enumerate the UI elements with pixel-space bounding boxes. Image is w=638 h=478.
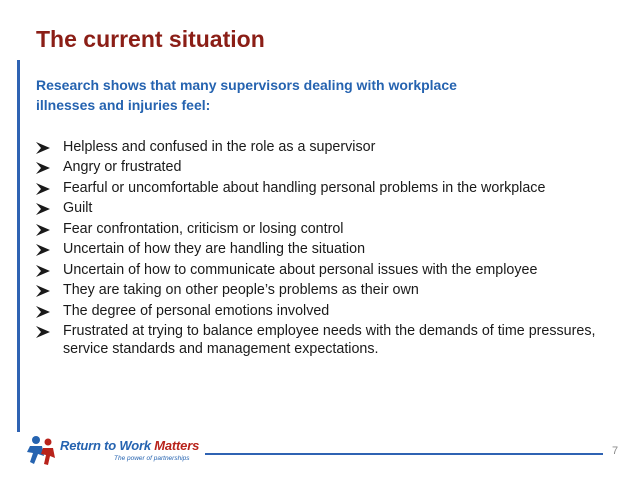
bullet-text: Fearful or uncomfortable about handling personal problems in the workplace [63,179,546,196]
intro-line: Research shows that many supervisors dealing with workplace [36,77,457,93]
bullet-text: Frustrated at trying to balance employee needs with the demands of time pressures, service standards and management expectations. [63,323,596,357]
bullet-text: Uncertain of how to communicate about personal issues with the employee [63,261,538,278]
bullet-item [36,262,611,279]
page-number: 7 [612,445,619,457]
arrow-bullet-icon [36,285,50,297]
bullet-text: Helpless and confused in the role as a supervisor [63,139,376,155]
figures-logo-icon [24,432,60,468]
bullet-item [36,221,611,238]
bullet-item [36,139,611,156]
bullet-list [36,139,611,361]
bullet-item [36,241,611,258]
arrow-bullet-icon [36,162,50,174]
arrow-bullet-icon [36,224,50,236]
bullet-item [36,303,611,320]
arrow-bullet-icon [36,265,50,277]
bullet-item [36,180,611,197]
bullet-item [36,200,611,217]
footer-divider [205,453,603,455]
arrow-bullet-icon [36,142,50,154]
bullet-item [36,282,611,299]
logo-name [60,438,199,453]
bullet-text: The degree of personal emotions involved [63,302,330,319]
arrow-bullet-icon [36,306,50,318]
bullet-text: Uncertain of how they are handling the situation [63,241,366,258]
bullet-item [36,159,611,176]
logo-tagline: The power of partnerships [114,455,190,462]
arrow-bullet-icon [36,183,50,195]
intro-line: illnesses and injuries feel: [36,97,211,113]
arrow-bullet-icon [36,203,50,215]
company-logo [24,432,214,468]
bullet-text: Fear confrontation, criticism or losing control [63,220,344,237]
logo-name-part2: Matters [154,438,200,453]
slide-title: The current situation [36,26,265,52]
bullet-item [36,323,611,358]
intro-text [36,75,556,115]
bullet-text: Angry or frustrated [63,159,182,176]
accent-bar [17,60,20,432]
bullet-text: They are taking on other people’s problems as their own [63,282,419,299]
bullet-text: Guilt [63,200,93,217]
arrow-bullet-icon [36,326,50,338]
arrow-bullet-icon [36,244,50,256]
logo-name-part1: Return to Work [60,438,155,453]
